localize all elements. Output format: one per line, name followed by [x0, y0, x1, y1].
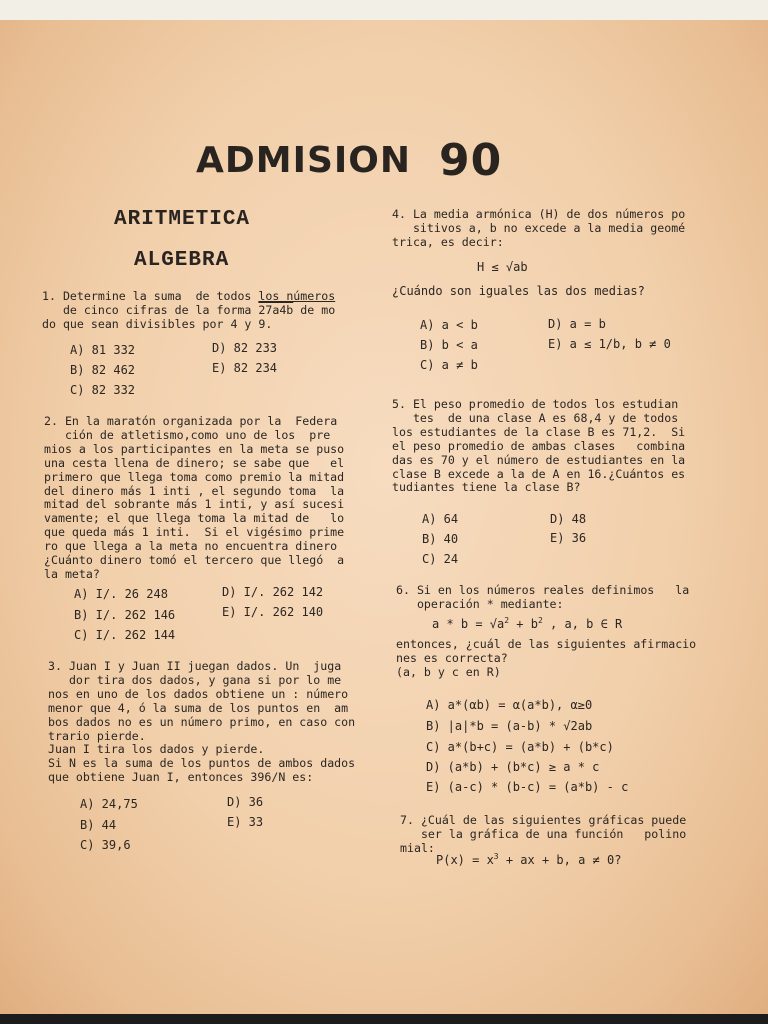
q3-number: 3.: [48, 659, 62, 673]
q3-option-d: D) 36: [227, 795, 264, 809]
q7-number: 7.: [400, 813, 414, 827]
q1-text-line: do que sean divisibles por 4 y 9.: [42, 316, 273, 331]
q5-option-c: C) 24: [422, 552, 459, 566]
q6-line: Si en los números reales definimos la: [416, 583, 690, 597]
q7-formula: [436, 852, 621, 867]
q2-line: ción de atletismo,como uno de los pre: [44, 427, 331, 442]
q1-number-form: 27a4b: [258, 302, 294, 317]
question-4: [392, 208, 685, 250]
q7-line: ¿Cuál de las siguientes gráficas puede: [420, 813, 687, 827]
q1-option-e: E) 82 234: [212, 361, 278, 375]
q5-line: das es 70 y el número de estudiantes en la: [392, 452, 686, 467]
q1-text-line: de cinco cifras de la forma: [42, 302, 259, 317]
q2-line: que queda más 1 inti. Si el vigésimo prime: [44, 525, 345, 540]
q6-option-b: B) |a|*b = (a-b) * √2ab: [426, 719, 593, 733]
q7-exponent: 3: [493, 852, 499, 861]
q6-option-c: C) a*(b+c) = (a*b) + (b*c): [426, 740, 614, 754]
bottom-edge: [0, 1014, 768, 1024]
q4-option-a: A) a < b: [420, 318, 478, 332]
exam-page: [0, 20, 768, 1014]
q6-formula-part: , a, b ∈ R: [542, 617, 623, 631]
q4-question: ¿Cuándo son iguales las dos medias?: [392, 284, 645, 298]
q4-option-e: E) a ≤ 1/b, b ≠ 0: [548, 337, 671, 351]
q2-line: ro que llega a la meta no encuentra dinero: [44, 539, 338, 554]
q4-line: sitivos a, b no excede a la media geomé: [392, 220, 686, 235]
q5-line: El peso promedio de todos los estudian: [412, 397, 679, 411]
q4-formula: H ≤ √ab: [477, 260, 528, 274]
q6-option-e: E) (a-c) * (b-c) = (a*b) - c: [426, 780, 629, 794]
q6-line: (a, b y c en R): [396, 664, 501, 679]
q3-line: menor que 4, ó la suma de los puntos en am: [48, 700, 349, 715]
q2-option-e: E) I/. 262 140: [222, 605, 324, 619]
q5-line: el peso promedio de ambas clases combina: [392, 438, 686, 453]
q1-option-b: B) 82 462: [70, 363, 136, 377]
q6-exponent: 2: [537, 616, 543, 625]
q7-line: mial:: [400, 840, 435, 855]
q5-option-e: E) 36: [550, 531, 587, 545]
q6-formula: [432, 616, 622, 631]
q3-option-e: E) 33: [227, 815, 264, 829]
q4-option-d: D) a = b: [548, 317, 606, 331]
q5-line: tudiantes tiene la clase B?: [392, 480, 581, 495]
question-7: [400, 814, 686, 856]
question-5: [392, 398, 685, 495]
q6-line: nes es correcta?: [396, 650, 508, 665]
page-title: [196, 132, 503, 186]
q5-line: tes de una clase A es 68,4 y de todos: [392, 410, 679, 425]
q6-formula-part: a * b = √a: [432, 617, 505, 631]
q3-line: bos dados no es un número primo, en caso con: [48, 714, 356, 729]
title-number: 90: [439, 135, 503, 186]
question-2: [44, 415, 344, 582]
q2-option-d: D) I/. 262 142: [222, 585, 324, 599]
q6-statement: [396, 638, 696, 680]
q1-number: 1.: [42, 289, 56, 303]
q6-option-d: D) (a*b) + (b*c) ≥ a * c: [426, 760, 600, 774]
q5-option-b: B) 40: [422, 532, 459, 546]
q2-line: la meta?: [44, 566, 100, 581]
q6-line: operación * mediante:: [396, 596, 564, 611]
q3-line: dor tira dos dados, y gana si por lo me: [48, 672, 342, 687]
q1-text-line: Determine la suma de todos: [62, 289, 259, 303]
question-3: [48, 660, 355, 785]
q6-option-a: A) a*(αb) = α(a*b), α≥0: [426, 698, 593, 712]
top-strip: [0, 0, 768, 22]
q2-line: En la maratón organizada por la Federa: [64, 414, 338, 428]
q5-option-a: A) 64: [422, 512, 459, 526]
q3-option-a: A) 24,75: [80, 797, 138, 811]
q2-option-a: A) I/. 26 248: [74, 587, 168, 601]
q2-line: mios a los participantes en la meta se puso: [44, 441, 345, 456]
q6-exponent: 2: [504, 616, 510, 625]
q3-option-b: B) 44: [80, 818, 117, 832]
title-word: ADMISION: [196, 140, 412, 181]
q1-option-a: A) 81 332: [70, 343, 136, 357]
q1-text-line: de mo: [293, 302, 336, 317]
q3-line: que obtiene Juan I, entonces 396/N es:: [48, 770, 314, 785]
q4-option-c: C) a ≠ b: [420, 358, 478, 372]
q4-line: La media armónica (H) de dos números po: [412, 207, 686, 221]
q2-line: primero que llega toma como premio la mitad: [44, 469, 345, 484]
q7-line: ser la gráfica de una función polino: [400, 826, 687, 841]
q3-line: trario pierde.: [48, 728, 146, 743]
question-6: [396, 584, 689, 612]
q1-text-underlined: los números: [258, 289, 336, 303]
q2-line: mitad del sobrante más 1 inti, y así sucesi: [44, 497, 345, 512]
q1-option-c: C) 82 332: [70, 383, 136, 397]
q3-option-c: C) 39,6: [80, 838, 131, 852]
q3-line: Si N es la suma de los puntos de ambos dados: [48, 756, 356, 771]
q7-formula-part: P(x) = x: [436, 853, 494, 867]
q6-line: entonces, ¿cuál de las siguientes afirmacio: [396, 637, 697, 651]
q2-line: del dinero más 1 inti , el segundo toma la: [44, 483, 345, 498]
q2-line: una cesta llena de dinero; se sabe que el: [44, 455, 345, 470]
q6-number: 6.: [396, 583, 410, 597]
q5-line: clase B excede a la de A en 16.¿Cuántos es: [392, 466, 686, 481]
q2-number: 2.: [44, 414, 58, 428]
q5-line: los estudiantes de la clase B es 71,2. Si: [392, 424, 686, 439]
q2-line: ¿Cuánto dinero tomó el tercero que llegó a: [44, 553, 345, 568]
q7-formula-part: + ax + b, a ≠ 0?: [498, 853, 622, 867]
q1-option-d: D) 82 233: [212, 341, 278, 355]
q3-line: nos en uno de los dados obtiene un : número: [48, 686, 349, 701]
subject-arithmetic: ARITMETICA: [114, 208, 251, 231]
q2-option-c: C) I/. 262 144: [74, 628, 176, 642]
q5-number: 5.: [392, 397, 406, 411]
q3-line: Juan I tira los dados y pierde.: [48, 742, 265, 757]
q2-line: vamente; el que llega toma la mitad de lo: [44, 511, 345, 526]
q4-option-b: B) b < a: [420, 338, 478, 352]
subject-algebra: ALGEBRA: [134, 249, 230, 272]
q4-number: 4.: [392, 207, 406, 221]
question-1: [42, 290, 335, 332]
q3-line: Juan I y Juan II juegan dados. Un juga: [68, 659, 342, 673]
q6-formula-part: + b: [509, 617, 538, 631]
q4-line: trica, es decir:: [392, 234, 504, 249]
q5-option-d: D) 48: [550, 512, 587, 526]
q2-option-b: B) I/. 262 146: [74, 608, 176, 622]
